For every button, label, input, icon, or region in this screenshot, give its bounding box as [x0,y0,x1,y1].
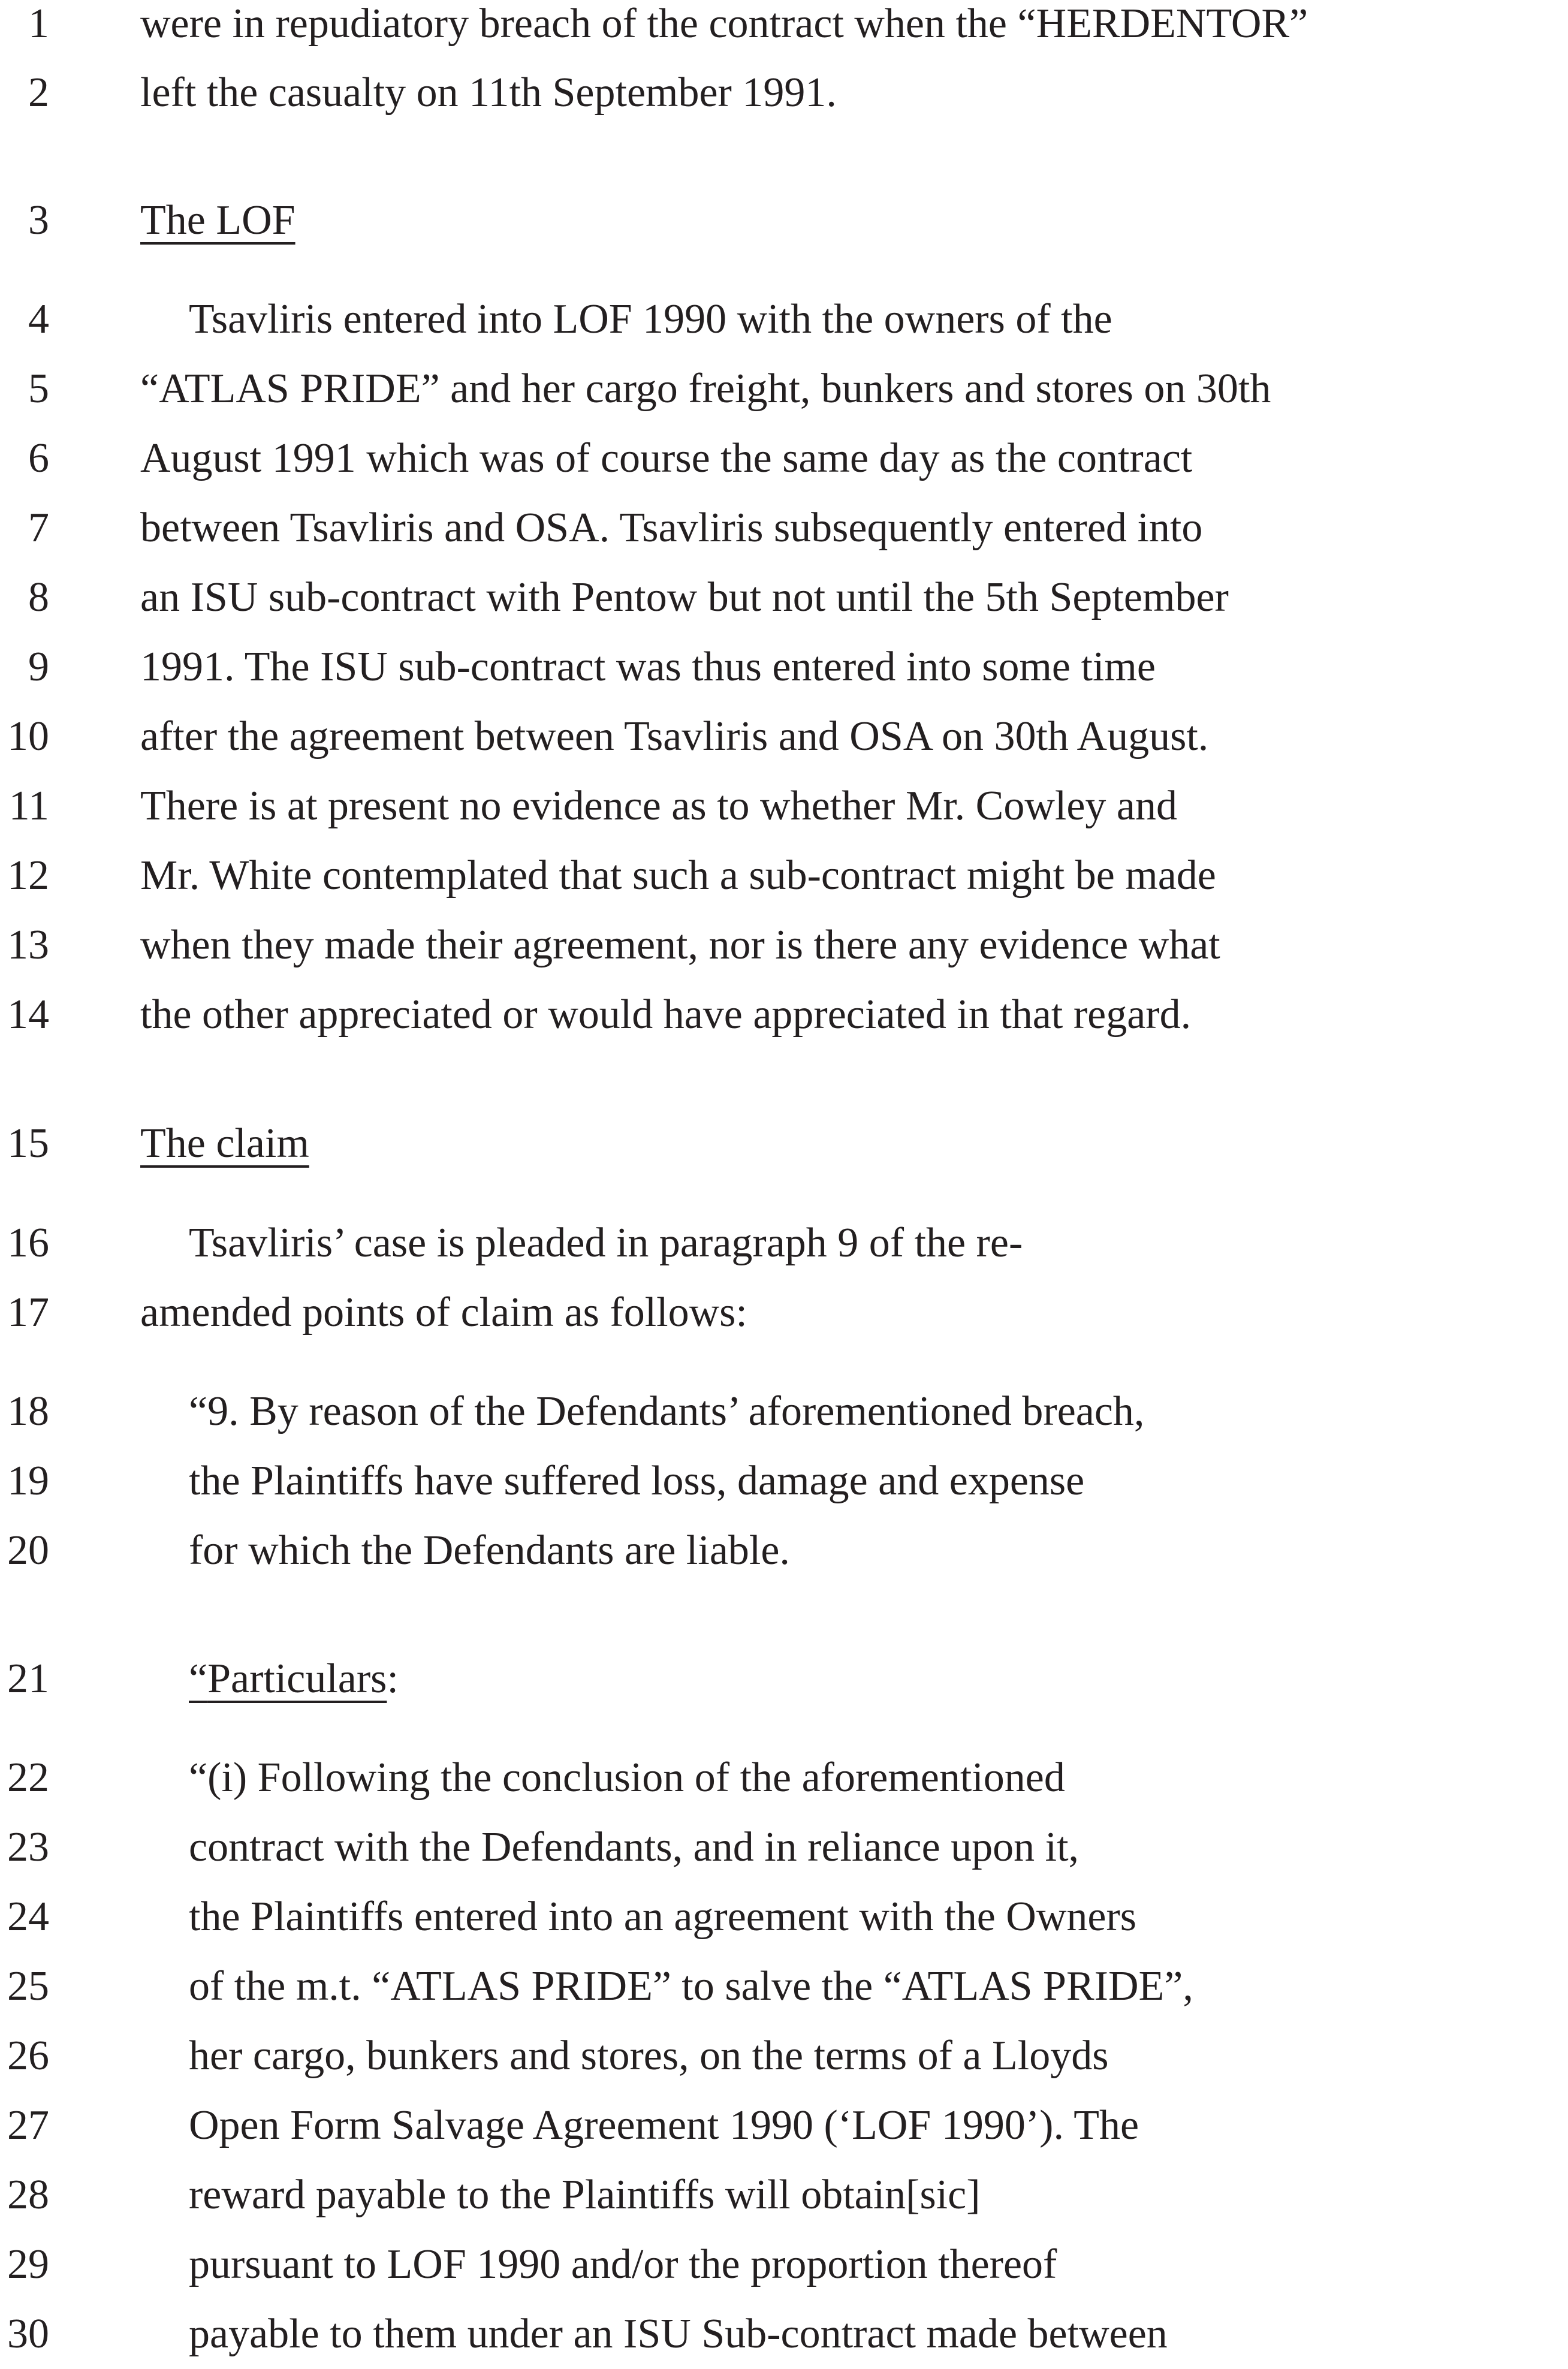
document-line [0,563,1568,632]
line-number: 14 [7,991,49,1038]
line-number: 20 [7,1527,49,1574]
document-line [0,186,1568,255]
document-line [0,354,1568,424]
line-text: left the casualty on 11th September 1991. [140,70,837,116]
document-line [0,1813,1568,1882]
line-number: 10 [7,713,49,759]
line-number: 5 [28,366,49,412]
line-number: 25 [7,1963,49,2009]
document-line [0,1516,1568,1586]
document-line [0,1952,1568,2021]
line-text: “ATLAS PRIDE” and her cargo freight, bunkers and stores on 30th [140,366,1271,412]
document-line [0,1377,1568,1446]
line-text: Tsavliris’ case is pleaded in paragraph 9 of the re- [189,1220,1023,1266]
line-number: 29 [7,2241,49,2287]
document-line [0,1278,1568,1348]
particulars-label: Particulars [207,1656,387,1702]
line-number: 23 [7,1824,49,1870]
line-number: 19 [7,1458,49,1504]
line-text: an ISU sub-contract with Pentow but not until the 5th September [140,574,1229,620]
document-line [0,0,1568,59]
quoted-text: of the m.t. “ATLAS PRIDE” to salve the “ATLAS PRIDE”, [189,1963,1193,2009]
line-text: between Tsavliris and OSA. Tsavliris subsequently entered into [140,505,1203,551]
document-line [0,1446,1568,1516]
section-heading-lof: The LOF [140,197,295,243]
line-text: August 1991 which was of course the same day as the contract [140,435,1193,481]
line-number: 9 [28,644,49,690]
line-number: 22 [7,1755,49,1801]
line-number: 2 [28,70,49,116]
document-line [0,2230,1568,2299]
line-number: 28 [7,2172,49,2218]
line-number: 17 [7,1289,49,1336]
particulars-heading [189,1644,399,1714]
quoted-text: Open Form Salvage Agreement 1990 (‘LOF 1990’). The [189,2102,1139,2148]
quoted-text: pursuant to LOF 1990 and/or the proportion thereof [189,2241,1057,2287]
line-text: when they made their agreement, nor is there any evidence what [140,922,1220,968]
document-line [0,911,1568,980]
line-text: 1991. The ISU sub-contract was thus entered into some time [140,644,1156,690]
line-text: the other appreciated or would have appreciated in that regard. [140,991,1192,1038]
line-number: 26 [7,2033,49,2079]
document-line [0,2299,1568,2369]
quoted-text: the Plaintiffs entered into an agreement with the Owners [189,1894,1137,1940]
quoted-text: payable to them under an ISU Sub-contract made between [189,2311,1168,2357]
document-line [0,1644,1568,1714]
line-number: 7 [28,505,49,551]
document-line [0,771,1568,841]
line-text: after the agreement between Tsavliris and OSA on 30th August. [140,713,1209,759]
document-line [0,980,1568,1050]
line-number: 6 [28,435,49,481]
line-text: There is at present no evidence as to whether Mr. Cowley and [140,783,1178,829]
section-heading-claim: The claim [140,1120,309,1167]
document-line [0,58,1568,128]
quoted-text: her cargo, bunkers and stores, on the terms of a Lloyds [189,2033,1109,2079]
line-number: 27 [7,2102,49,2148]
particulars-open-quote: “ [189,1656,208,1702]
quoted-text: contract with the Defendants, and in reliance upon it, [189,1824,1079,1870]
document-line [0,424,1568,493]
line-number: 11 [8,783,49,829]
document-line [0,1743,1568,1813]
line-number: 8 [28,574,49,620]
document-line [0,2091,1568,2160]
document-line [0,702,1568,771]
line-text: Tsavliris entered into LOF 1990 with the owners of the [189,296,1112,342]
line-number: 1 [28,1,49,47]
line-number: 21 [7,1656,49,1702]
quoted-text: reward payable to the Plaintiffs will obtain[sic] [189,2172,981,2218]
line-number: 4 [28,296,49,342]
quoted-text: “9. By reason of the Defendants’ aforementioned breach, [189,1388,1145,1434]
line-number: 24 [7,1894,49,1940]
line-text: Mr. White contemplated that such a sub-contract might be made [140,852,1216,899]
quoted-text: “(i) Following the conclusion of the aforementioned [189,1755,1065,1801]
particulars-colon: : [387,1656,399,1702]
document-line [0,632,1568,702]
document-line [0,1109,1568,1179]
document-line [0,1208,1568,1278]
quoted-text: the Plaintiffs have suffered loss, damage and expense [189,1458,1085,1504]
line-number: 30 [7,2311,49,2357]
document-line [0,2021,1568,2091]
quoted-text: for which the Defendants are liable. [189,1527,790,1574]
line-number: 13 [7,922,49,968]
line-number: 18 [7,1388,49,1434]
document-line [0,493,1568,563]
document-line [0,2160,1568,2230]
line-text: amended points of claim as follows: [140,1289,747,1336]
document-line [0,841,1568,911]
document-line [0,285,1568,354]
document-line [0,1882,1568,1952]
line-number: 16 [7,1220,49,1266]
line-number: 15 [7,1120,49,1167]
line-number: 3 [28,197,49,243]
line-text: were in repudiatory breach of the contract when the “HERDENTOR” [140,1,1308,47]
line-number: 12 [7,852,49,899]
